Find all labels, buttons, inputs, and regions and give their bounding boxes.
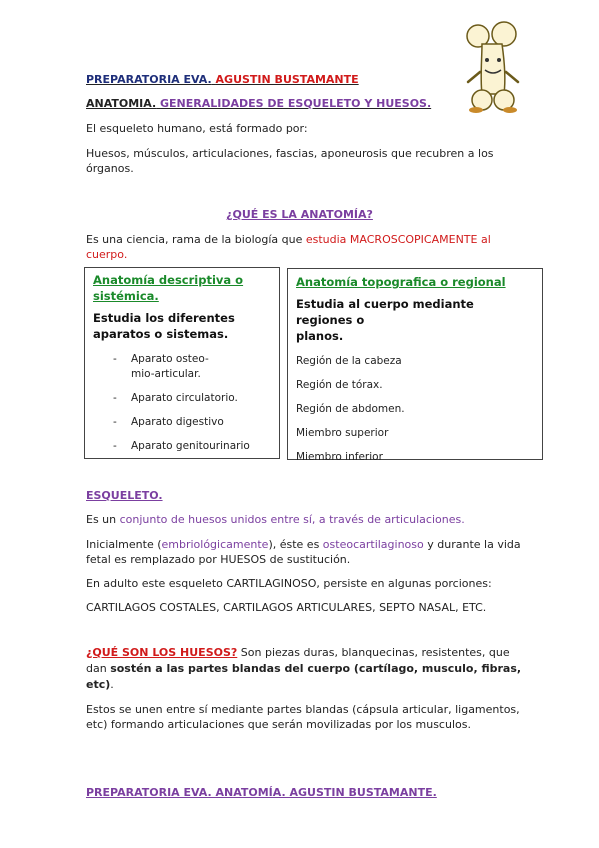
topic-text: GENERALIDADES DE ESQUELETO Y HUESOS.	[160, 97, 432, 110]
cartoon-bone-icon	[452, 18, 534, 114]
header-author: AGUSTIN BUSTAMANTE	[215, 73, 359, 86]
definition-highlight: estudia MACROSCOPICAMENTE al	[305, 233, 491, 246]
huesos-text: dan	[86, 662, 111, 675]
box-left-title-2: sistémica.	[93, 289, 159, 303]
intro-line-1: El esqueleto humano, está formado por:	[86, 122, 308, 135]
intro-line-2: Huesos, músculos, articulaciones, fascias, aponeurosis que recubren a los	[86, 147, 494, 160]
huesos-text: Son piezas duras, blanquecinas, resistentes, que	[237, 646, 510, 659]
huesos-line-3	[86, 677, 114, 692]
huesos-line-4: Estos se unen entre sí mediante partes blandas (cápsula articular, ligamentos,	[86, 703, 520, 716]
esqueleto-line-1	[86, 512, 465, 527]
huesos-bold: sostén a las partes blandas del cuerpo (cartílago, musculo, fibras,	[110, 662, 522, 675]
box-right-sub-2: planos.	[296, 329, 344, 343]
huesos-text: .	[110, 678, 114, 691]
huesos-line-2	[86, 661, 521, 676]
header-prefix: PREPARATORIA EVA.	[86, 73, 212, 86]
esqueleto-highlight: osteocartilaginoso	[322, 538, 424, 551]
list-item: - Aparato genitourinario	[93, 439, 271, 454]
esqueleto-line-4: En adulto este esqueleto CARTILAGINOSO, persiste en algunas porciones:	[86, 577, 492, 590]
esqueleto-highlight: conjunto de huesos unidos entre sí, a través de articulaciones.	[119, 513, 465, 526]
box-topographic-anatomy	[287, 268, 543, 463]
footer-text: PREPARATORIA EVA. ANATOMÍA. AGUSTIN BUSTAMANTE.	[86, 786, 437, 799]
definition-text: Es una ciencia, rama de la biología que	[86, 233, 306, 246]
section-title-esqueleto: ESQUELETO.	[86, 489, 163, 502]
region-item: Miembro inferior	[296, 451, 383, 463]
section-title-huesos: ¿QUÉ SON LOS HUESOS?	[86, 646, 238, 659]
region-item: Región de tórax.	[296, 379, 383, 391]
huesos-line-1	[86, 645, 510, 660]
box-right-sub-1: Estudia al cuerpo mediante regiones o	[296, 297, 474, 327]
section-title-que-es: ¿QUÉ ES LA ANATOMÍA?	[226, 208, 373, 221]
list-item: - Aparato digestivo	[93, 415, 271, 430]
esqueleto-text: y durante la vida	[423, 538, 521, 551]
esqueleto-text: Es un	[86, 513, 120, 526]
definition-line-1	[86, 232, 491, 247]
esqueleto-text: ), éste es	[268, 538, 323, 551]
esqueleto-text: Inicialmente (	[86, 538, 162, 551]
definition-line-2: cuerpo.	[86, 248, 128, 261]
huesos-line-5: etc) formando articulaciones que serán movilizadas por los musculos.	[86, 718, 471, 731]
region-item: Región de abdomen.	[296, 403, 405, 415]
region-item: Miembro superior	[296, 427, 389, 439]
list-item: - Aparato circulatorio.	[93, 391, 271, 406]
topic-label: ANATOMIA.	[86, 97, 157, 110]
esqueleto-line-3: fetal es remplazado por HUESOS de sustitución.	[86, 553, 351, 566]
box-left-sub-1: Estudia los diferentes	[93, 311, 235, 325]
header-title	[86, 72, 359, 87]
box-left-title-1: Anatomía descriptiva o	[93, 273, 244, 287]
box-left-list	[93, 352, 271, 454]
huesos-bold: etc)	[86, 678, 111, 691]
intro-line-3: órganos.	[86, 162, 134, 175]
box-descriptive-anatomy	[84, 267, 280, 459]
region-item: Región de la cabeza	[296, 355, 402, 367]
esqueleto-highlight: embriológicamente	[161, 538, 269, 551]
list-item: - Aparato osteo-mio-articular.	[93, 352, 231, 382]
header-topic	[86, 96, 431, 111]
box-right-title: Anatomía topografica o regional	[296, 275, 506, 289]
esqueleto-line-2	[86, 537, 521, 552]
esqueleto-line-5: CARTILAGOS COSTALES, CARTILAGOS ARTICULARES, SEPTO NASAL, ETC.	[86, 601, 487, 614]
box-left-sub-2: aparatos o sistemas.	[93, 327, 229, 341]
